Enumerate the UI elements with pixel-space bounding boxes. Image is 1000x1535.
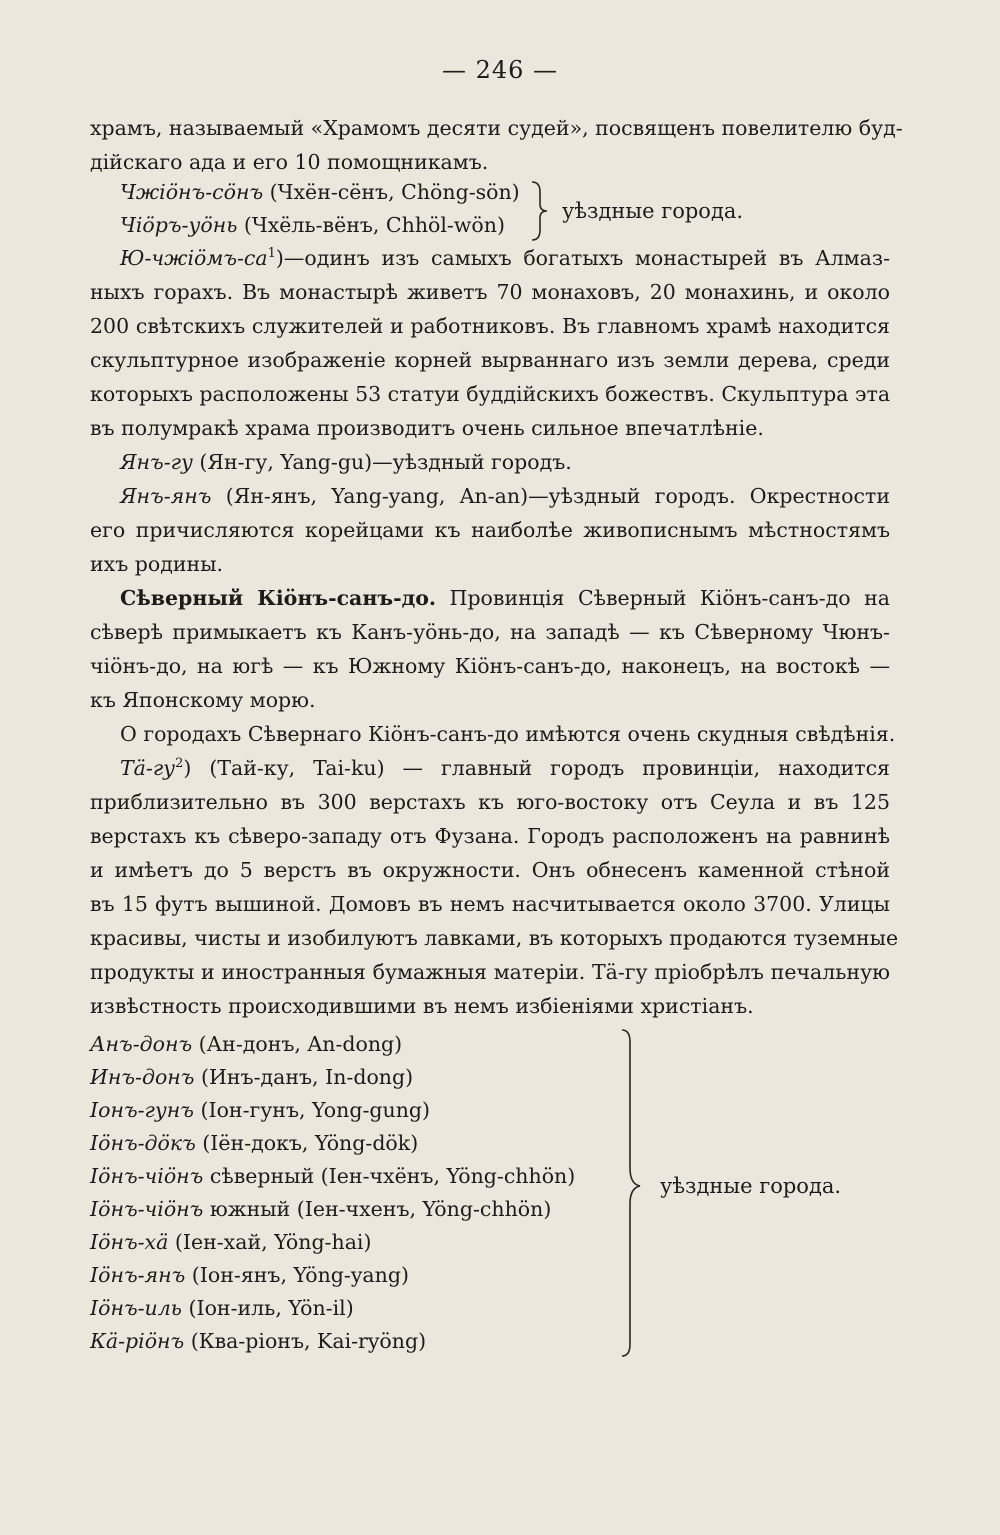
town-name: Чiöръ-уöнь bbox=[120, 213, 238, 237]
place-name: Янъ-янъ bbox=[120, 484, 212, 508]
town-details: (Чхёль-вёнъ, Chhöl-wön) bbox=[237, 213, 505, 237]
text-span: Провинцiя Сѣверный Кiöнъ-санъ-до на bbox=[436, 586, 891, 610]
text-line: къ Японскому морю. bbox=[90, 688, 316, 712]
town-name: Iöнъ-чiöнъ bbox=[90, 1197, 204, 1221]
text-line: О городахъ Сѣвернаго Кiöнъ-санъ-до имѣются очень скудныя свѣдѣнiя. bbox=[120, 722, 896, 746]
brace-label: уѣздные города. bbox=[562, 199, 744, 223]
text-line: продукты и иностранныя бумажныя матерiи. Тä-гу прiобрѣлъ печальную bbox=[90, 960, 890, 984]
town-name: Iöнъ-чiöнъ bbox=[90, 1164, 204, 1188]
text-line: въ 15 футъ вышиной. Домовъ въ немъ насчитывается около 3700. Улицы bbox=[90, 892, 890, 916]
text-line: его причисляются корейцами къ наиболѣе живописнымъ мѣстностямъ bbox=[90, 518, 890, 542]
page-number: — 246 — bbox=[441, 56, 559, 84]
text-line: извѣстность происходившими въ немъ избiенiями христiанъ. bbox=[90, 994, 754, 1018]
town-name: Iöнъ-иль bbox=[90, 1296, 182, 1320]
town-details: (Ан-донъ, An-dong) bbox=[192, 1032, 403, 1056]
town-details: (Iон-гунъ, Yong-gung) bbox=[193, 1098, 431, 1122]
text-line: и имѣетъ до 5 верстъ въ окружности. Онъ обнесенъ каменной стѣной bbox=[90, 858, 890, 882]
section-heading: Сѣверный Кiöнъ-санъ-до. bbox=[120, 586, 437, 610]
town-name: Чжiöнъ-сöнъ bbox=[120, 180, 264, 204]
text-span: (Ян-гу, Yang-gu)—уѣздный городъ. bbox=[192, 450, 572, 474]
text-line: сѣверѣ примыкаетъ къ Канъ-уöнь-до, на западѣ — къ Сѣверному Чюнъ- bbox=[90, 620, 890, 644]
town-details: (Инъ-данъ, In-dong) bbox=[194, 1065, 414, 1089]
town-details: (Iен-хай, Yöng-hai) bbox=[168, 1230, 372, 1254]
text-line: дійскаго ада и его 10 помощникамъ. bbox=[90, 150, 489, 174]
town-details: (Чхён-сёнъ, Chöng-sön) bbox=[263, 180, 520, 204]
text-line: 200 свѣтскихъ служителей и работниковъ. Въ главномъ храмѣ находится bbox=[90, 314, 890, 338]
text-line: чiöнъ-до, на югѣ — къ Южному Кiöнъ-санъ-до, наконецъ, на востокѣ — bbox=[90, 654, 890, 678]
text-line: въ полумракѣ храма производитъ очень сильное впечатлѣнiе. bbox=[90, 416, 764, 440]
text-line: верстахъ къ сѣверо-западу отъ Фузана. Городъ расположенъ на равнинѣ bbox=[90, 824, 890, 848]
town-details: южный (Iен-чхенъ, Yöng-chhön) bbox=[203, 1197, 552, 1221]
text-span: )—одинъ изъ самыхъ богатыхъ монастырей въ Алмаз- bbox=[275, 246, 890, 270]
town-details: (Iон-янъ, Yöng-yang) bbox=[185, 1263, 409, 1287]
footnote-ref: 2 bbox=[175, 756, 184, 772]
town-name: Iонъ-гунъ bbox=[90, 1098, 194, 1122]
text-line: приблизительно въ 300 верстахъ къ юго-востоку отъ Сеула и въ 125 bbox=[90, 790, 890, 814]
text-line: храмъ, называемый «Храмомъ десяти судей», посвященъ повелителю буд- bbox=[90, 116, 903, 140]
text-span: (Ян-янъ, Yang-yang, An-an)—уѣздный городъ. Окрестности bbox=[211, 484, 890, 508]
brace-label: уѣздные города. bbox=[660, 1174, 842, 1198]
text-line: красивы, чисты и изобилуютъ лавками, въ которыхъ продаются туземные bbox=[90, 926, 899, 950]
town-details: сѣверный (Iен-чхёнъ, Yöng-chhön) bbox=[203, 1164, 576, 1188]
town-name: Iöнъ-дöкъ bbox=[90, 1131, 196, 1155]
town-details: (Ква-рiонъ, Kai-ryöng) bbox=[184, 1329, 427, 1353]
town-name: Iöнъ-янъ bbox=[90, 1263, 186, 1287]
place-name: Янъ-гу bbox=[120, 450, 193, 474]
text-span: ) (Тай-ку, Tai-ku) — главный городъ провинцiи, находится bbox=[183, 756, 890, 780]
footnote-ref: 1 bbox=[267, 246, 276, 262]
place-name: Ю-чжiöмъ-са bbox=[120, 246, 268, 270]
town-name: Инъ-донъ bbox=[90, 1065, 195, 1089]
town-details: (Iон-иль, Yön-il) bbox=[181, 1296, 354, 1320]
text-line: ихъ родины. bbox=[90, 552, 224, 576]
text-line: которыхъ расположены 53 статуи буддiйскихъ божествъ. Скульптура эта bbox=[90, 382, 891, 406]
place-name: Тä-гу bbox=[120, 756, 176, 780]
town-name: Iöнъ-хä bbox=[90, 1230, 169, 1254]
town-name: Анъ-донъ bbox=[90, 1032, 193, 1056]
town-details: (Iён-докъ, Yöng-dök) bbox=[195, 1131, 419, 1155]
text-line: скульптурное изображенiе корней вырваннаго изъ земли дерева, среди bbox=[90, 348, 890, 372]
town-name: Кä-рiöнъ bbox=[90, 1329, 185, 1353]
text-line: ныхъ горахъ. Въ монастырѣ живетъ 70 монаховъ, 20 монахинь, и около bbox=[90, 280, 890, 304]
